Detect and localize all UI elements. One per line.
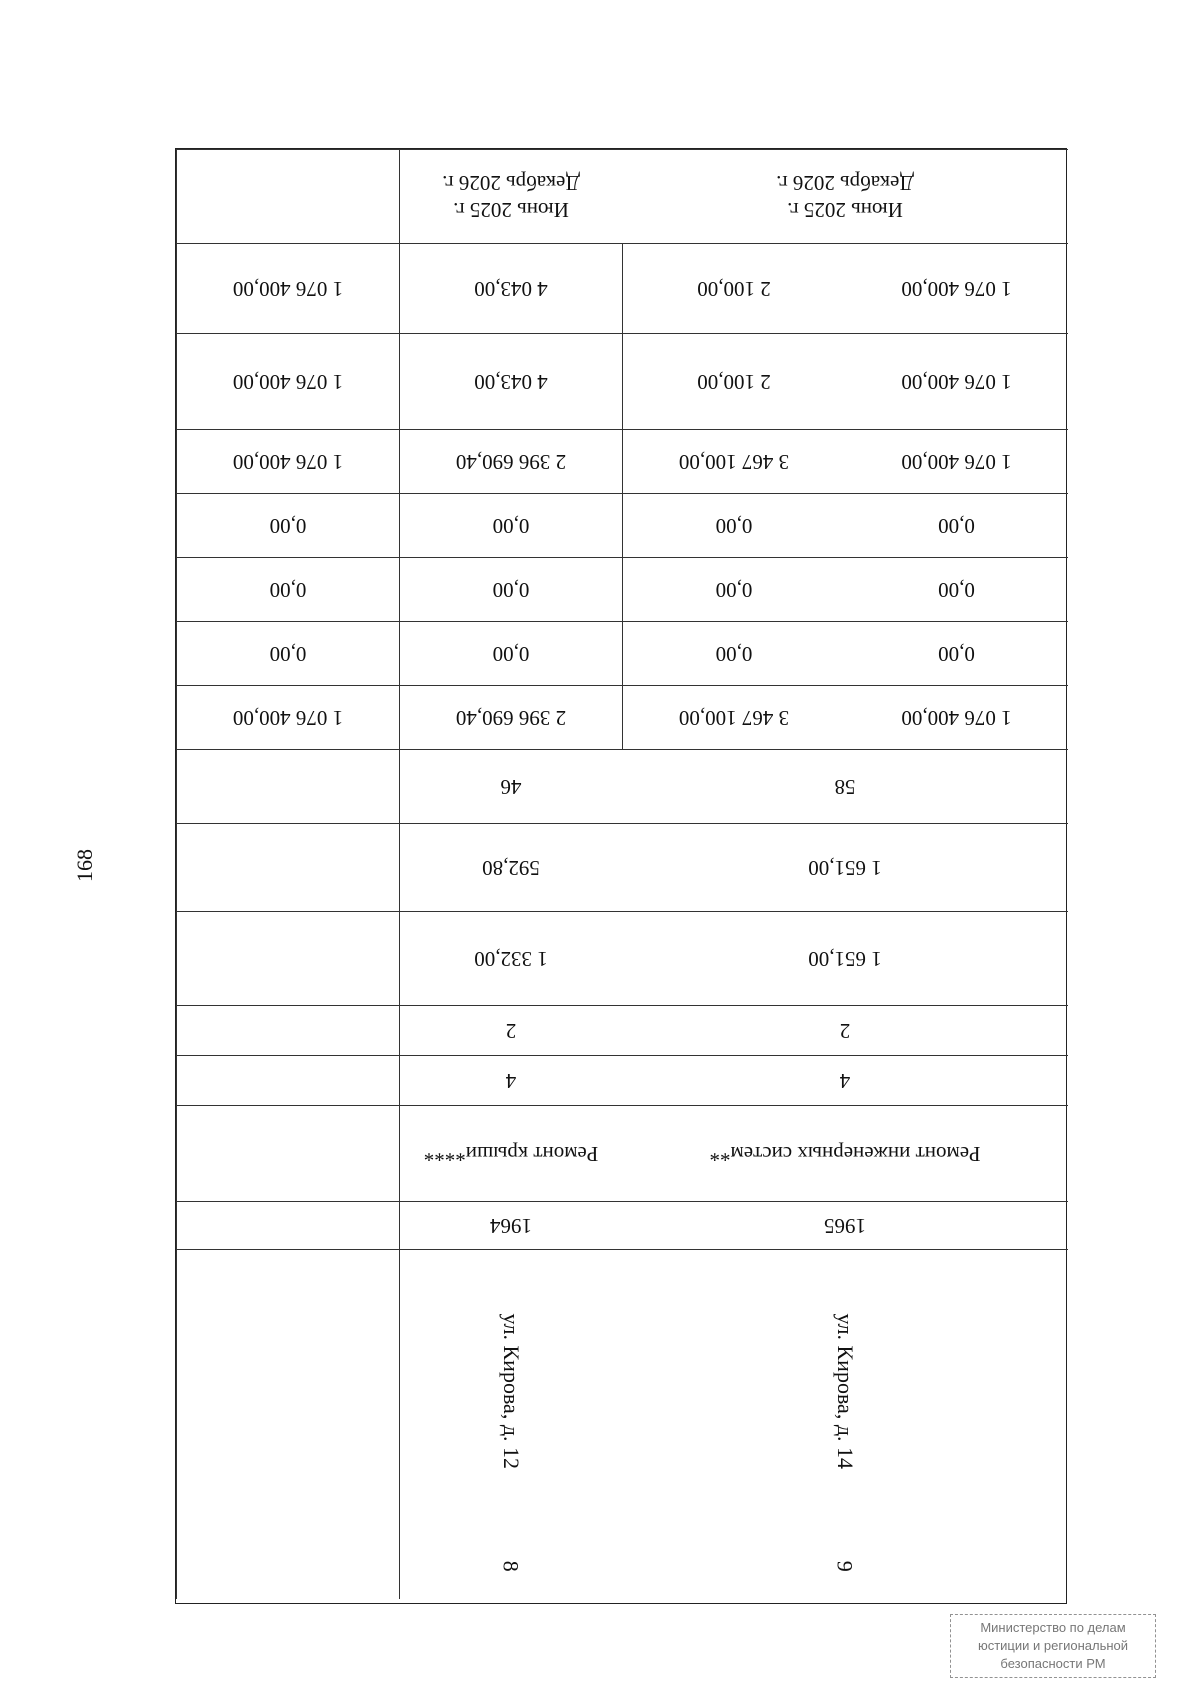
table-cell: 1 076 400,00	[176, 333, 399, 429]
stamp-line: Министерство по делам	[980, 1620, 1126, 1635]
page-number: 168	[72, 849, 97, 882]
count-cell: 58	[622, 749, 1068, 823]
table-cell-empty	[176, 1005, 399, 1055]
table-cell: 1 076 400,00	[176, 685, 399, 749]
table-cell: 0,00	[176, 557, 399, 621]
entrances-cell: 2	[622, 1005, 1068, 1055]
table-cell: 1 076 400,00	[845, 333, 1068, 429]
table-cell: 1 076 400,00	[845, 685, 1068, 749]
table-cell-empty	[176, 823, 399, 911]
table-cell: 3 467 100,00	[622, 685, 845, 749]
table-cell: 2 396 690,40	[399, 429, 622, 493]
stamp-line: юстиции и региональной	[977, 1638, 1129, 1653]
table-cell: 2 100,00	[622, 333, 845, 429]
table-cell: 0,00	[176, 621, 399, 685]
address-cell	[622, 1249, 1068, 1533]
table-cell: 0,00	[845, 493, 1068, 557]
header-empty	[176, 149, 399, 243]
table-cell: 0,00	[622, 557, 845, 621]
stamp-line: безопасности РМ	[1000, 1656, 1106, 1671]
table-cell-empty	[176, 749, 399, 823]
year-cell: 1964	[399, 1201, 622, 1249]
address-cell	[399, 1249, 622, 1533]
area-cell: 592,80	[399, 823, 622, 911]
area-cell: 1 651,00	[622, 911, 1068, 1005]
table-cell: 0,00	[622, 493, 845, 557]
table-cell: 0,00	[845, 557, 1068, 621]
table-cell-empty	[176, 1055, 399, 1105]
year-cell: 1965	[622, 1201, 1068, 1249]
table-cell: 3 467 100,00	[622, 429, 845, 493]
table-cell: 0,00	[399, 493, 622, 557]
floors-cell: 4	[399, 1055, 622, 1105]
header-period-a: Июнь 2025 г. Декабрь 2026 г.	[622, 149, 1068, 243]
table-cell-empty	[176, 1201, 399, 1249]
table-cell: 0,00	[399, 557, 622, 621]
table-cell: 0,00	[845, 621, 1068, 685]
table-cell: 1 076 400,00	[845, 429, 1068, 493]
work-type-cell: Ремонт инженерных систем**	[622, 1105, 1068, 1201]
count-cell: 46	[399, 749, 622, 823]
table-cell: 0,00	[176, 493, 399, 557]
table-cell: 1 076 400,00	[176, 243, 399, 333]
area-cell: 1 332,00	[399, 911, 622, 1005]
table-cell: 2 100,00	[622, 243, 845, 333]
table-cell-empty	[176, 1249, 399, 1533]
area-cell: 1 651,00	[622, 823, 1068, 911]
header-period-b: Июнь 2025 г. Декабрь 2026 г.	[399, 149, 622, 243]
table-cell: 0,00	[399, 621, 622, 685]
table-cell: 0,00	[622, 621, 845, 685]
table-cell: 2 396 690,40	[399, 685, 622, 749]
floors-cell: 4	[622, 1055, 1068, 1105]
address-text: ул. Кирова, д. 12	[498, 1313, 524, 1470]
table-cell-empty	[176, 911, 399, 1005]
registration-stamp	[950, 1614, 1156, 1678]
row-number-cell	[399, 1533, 622, 1599]
address-text: ул. Кирова, д. 14	[832, 1313, 858, 1470]
table-cell-empty	[176, 1533, 399, 1599]
table-cell: 1 076 400,00	[176, 429, 399, 493]
table-cell: 4 043,00	[399, 333, 622, 429]
table-cell-empty	[176, 1105, 399, 1201]
entrances-cell: 2	[399, 1005, 622, 1055]
table-cell: 4 043,00	[399, 243, 622, 333]
work-type-cell: Ремонт крыши****	[399, 1105, 622, 1201]
row-number: 8	[498, 1560, 524, 1572]
table-cell: 1 076 400,00	[845, 243, 1068, 333]
row-number-cell	[622, 1533, 1068, 1599]
data-table	[175, 148, 1067, 1604]
row-number: 9	[832, 1560, 858, 1572]
